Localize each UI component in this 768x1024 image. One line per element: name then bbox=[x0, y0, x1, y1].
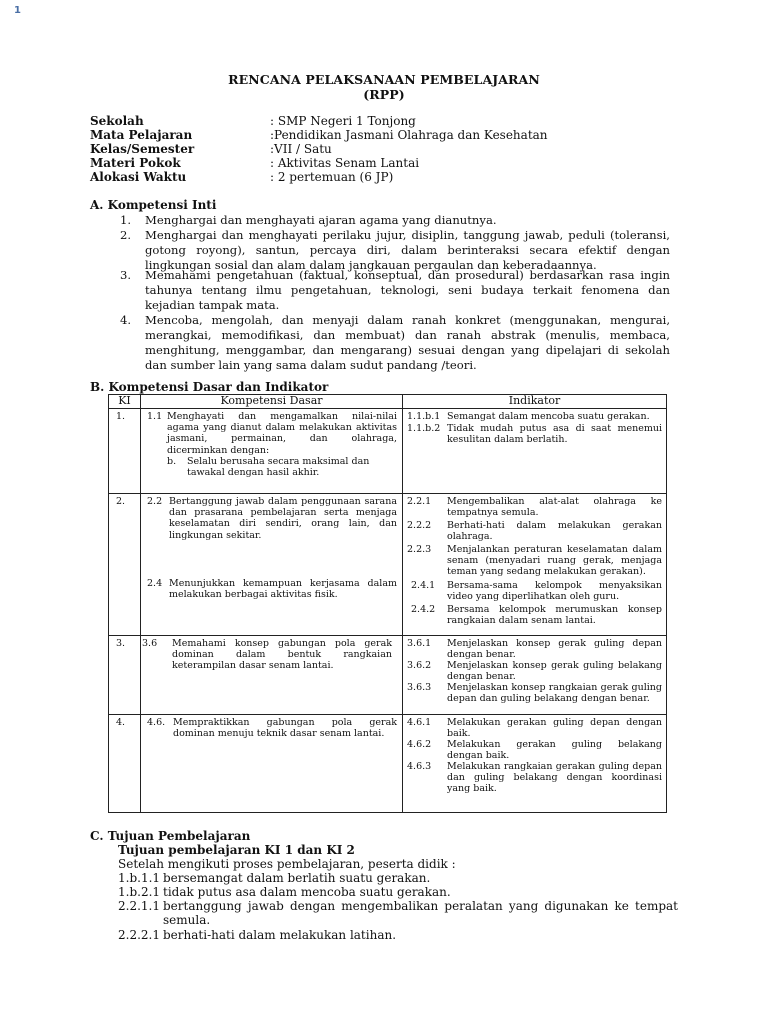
indicator-item bbox=[407, 423, 662, 445]
ki-number: 2. bbox=[120, 228, 132, 242]
indicator-number: 2.4.1 bbox=[411, 580, 436, 591]
identity-value: : 2 pertemuan (6 JP) bbox=[270, 170, 394, 184]
header-indicator: Indikator bbox=[403, 395, 667, 409]
indicator-text: Bersama kelompok merumuskan konsep rangkaian dalam senam lantai. bbox=[447, 604, 662, 627]
indicator-item bbox=[407, 544, 662, 578]
ki-number: 1. bbox=[120, 213, 132, 227]
ki-item bbox=[120, 313, 670, 373]
tp-item bbox=[118, 928, 678, 942]
table-row bbox=[109, 409, 667, 494]
indicator-item bbox=[407, 496, 662, 518]
section-b-heading: B. Kompetensi Dasar dan Indikator bbox=[90, 380, 329, 394]
indicator-number: 2.2.2 bbox=[407, 520, 432, 531]
identity-value: : Aktivitas Senam Lantai bbox=[270, 156, 420, 170]
section-c-subheading: Tujuan pembelajaran KI 1 dan KI 2 bbox=[118, 843, 355, 857]
indicator-item bbox=[407, 580, 662, 602]
indicator-number: 2.2.1 bbox=[407, 496, 432, 507]
indicator-item bbox=[407, 638, 662, 660]
kd-item bbox=[147, 496, 397, 541]
tp-item bbox=[118, 885, 678, 899]
indicator-number: 1.1.b.2 bbox=[407, 423, 441, 434]
indicator-text: Menjelaskan konsep gerak guling depan dengan benar. bbox=[447, 638, 662, 661]
document-title: RENCANA PELAKSANAAN PEMBELAJARAN bbox=[228, 72, 540, 87]
identity-label: Materi Pokok bbox=[90, 156, 181, 170]
kd-text: Memahami konsep gabungan pola gerak dominan dalam bentuk rangkaian keterampilan dasar senam lantai. bbox=[172, 638, 392, 672]
document-subtitle: (RPP) bbox=[363, 87, 405, 102]
table-row bbox=[109, 494, 667, 636]
ki-cell: 2. bbox=[116, 496, 126, 507]
tp-item bbox=[118, 871, 678, 885]
indicator-text: Berhati-hati dalam melakukan gerakan olahraga. bbox=[447, 520, 662, 543]
header-kd: Kompetensi Dasar bbox=[141, 395, 403, 409]
table-row bbox=[109, 636, 667, 715]
indicator-text: Bersama-sama kelompok menyaksikan video yang diperlihatkan oleh guru. bbox=[447, 580, 662, 603]
indicator-number: 3.6.1 bbox=[407, 638, 432, 649]
ki-number: 3. bbox=[120, 268, 132, 282]
indicator-item bbox=[407, 411, 662, 422]
indicator-item bbox=[407, 604, 662, 626]
kd-item bbox=[142, 638, 392, 672]
kd-number: 2.4 bbox=[147, 578, 163, 589]
kd-text: Menunjukkan kemampuan kerjasama dalam melakukan berbagai aktivitas fisik. bbox=[169, 578, 397, 601]
ki-item bbox=[120, 268, 670, 313]
indicator-text: Menjalankan peraturan keselamatan dalam senam (menyadari ruang gerak, menjaga teman yang sedang melakukan gerakan). bbox=[447, 544, 662, 578]
section-a-heading: A. Kompetensi Inti bbox=[90, 198, 217, 212]
ki-text: Menghargai dan menghayati perilaku jujur, disiplin, tanggung jawab, peduli (toleransi, gotong royong), santun, percaya diri, dalam berinteraksi secara efektif dengan lingkungan sosial dan alam dalam jangkauan pergaulan dan keberadaannya. bbox=[145, 228, 670, 272]
table-header-row bbox=[109, 395, 667, 409]
tp-text: tidak putus asa dalam mencoba suatu gerakan. bbox=[163, 885, 451, 899]
tp-text: bertanggung jawab dengan mengembalikan peralatan yang digunakan ke tempat semula. bbox=[163, 899, 678, 927]
indicator-text: Mengembalikan alat-alat olahraga ke tempatnya semula. bbox=[447, 496, 662, 519]
ki-cell: 3. bbox=[116, 638, 126, 649]
identity-value: : SMP Negeri 1 Tonjong bbox=[270, 114, 416, 128]
table-row bbox=[109, 715, 667, 813]
indicator-text: Melakukan gerakan guling belakang dengan baik. bbox=[447, 739, 662, 762]
indicator-number: 4.6.3 bbox=[407, 761, 432, 772]
ki-text: Menghargai dan menghayati ajaran agama yang dianutnya. bbox=[145, 213, 497, 227]
kd-number: 3.6 bbox=[142, 638, 158, 649]
ki-item bbox=[120, 213, 670, 228]
ki-cell: 4. bbox=[116, 717, 126, 728]
indicator-item bbox=[407, 682, 662, 704]
kd-subitem bbox=[167, 456, 387, 478]
kd-text: Mempraktikkan gabungan pola gerak dominan menuju teknik dasar senam lantai. bbox=[173, 717, 397, 740]
indicator-number: 4.6.2 bbox=[407, 739, 432, 750]
indicator-item bbox=[407, 717, 662, 739]
identity-label: Kelas/Semester bbox=[90, 142, 195, 156]
indicator-text: Menjelaskan konsep gerak guling belakang dengan benar. bbox=[447, 660, 662, 683]
identity-label: Sekolah bbox=[90, 114, 144, 128]
indicator-number: 2.2.3 bbox=[407, 544, 432, 555]
indicator-item bbox=[407, 660, 662, 682]
indicator-text: Menjelaskan konsep rangkaian gerak guling depan dan guling belakang dengan benar. bbox=[447, 682, 662, 705]
page-number: 1 bbox=[14, 5, 21, 16]
ki-number: 4. bbox=[120, 313, 132, 327]
tp-number: 2.2.1.1 bbox=[118, 899, 160, 913]
indicator-item bbox=[407, 739, 662, 761]
indicator-number: 2.4.2 bbox=[411, 604, 436, 615]
kd-item bbox=[147, 578, 397, 600]
identity-value: :Pendidikan Jasmani Olahraga dan Kesehatan bbox=[270, 128, 548, 142]
kd-item bbox=[147, 717, 397, 739]
header-ki: KI bbox=[109, 395, 141, 409]
tp-number: 2.2.2.1 bbox=[118, 928, 160, 942]
tp-number: 1.b.1.1 bbox=[118, 871, 161, 885]
identity-value: :VII / Satu bbox=[270, 142, 332, 156]
indicator-text: Melakukan gerakan guling depan dengan baik. bbox=[447, 717, 662, 740]
indicator-text: Melakukan rangkaian gerakan guling depan dan guling belakang dengan koordinasi yang baik. bbox=[447, 761, 662, 795]
indicator-number: 3.6.2 bbox=[407, 660, 432, 671]
tp-text: bersemangat dalam berlatih suatu gerakan. bbox=[163, 871, 431, 885]
kd-subitem-letter: b. bbox=[167, 456, 177, 467]
kd-number: 4.6. bbox=[147, 717, 166, 728]
indicator-text: Tidak mudah putus asa di saat menemui kesulitan dalam berlatih. bbox=[447, 423, 662, 446]
kd-text: Bertanggung jawab dalam penggunaan sarana dan prasarana pembelajaran serta menjaga keselamatan diri sendiri, orang lain, dan lingkungan sekitar. bbox=[169, 496, 397, 541]
kd-number: 2.2 bbox=[147, 496, 163, 507]
tp-text: berhati-hati dalam melakukan latihan. bbox=[163, 928, 397, 942]
indicator-number: 4.6.1 bbox=[407, 717, 432, 728]
tp-item bbox=[118, 899, 678, 927]
identity-label: Alokasi Waktu bbox=[90, 170, 187, 184]
kd-number: 1.1 bbox=[147, 411, 163, 422]
indicator-number: 1.1.b.1 bbox=[407, 411, 441, 422]
indicator-item bbox=[407, 520, 662, 542]
tp-number: 1.b.2.1 bbox=[118, 885, 161, 899]
section-c-intro: Setelah mengikuti proses pembelajaran, peserta didik : bbox=[118, 857, 456, 871]
kd-text: Menghayati dan mengamalkan nilai-nilai agama yang dianut dalam melakukan aktivitas jasmani, permainan, dan olahraga, dicerminkan dengan: bbox=[167, 411, 397, 456]
ki-item bbox=[120, 228, 670, 273]
indicator-number: 3.6.3 bbox=[407, 682, 432, 693]
kd-indicator-table bbox=[108, 394, 667, 813]
kd-subitem-text: Selalu berusaha secara maksimal dan tawakal dengan hasil akhir. bbox=[187, 456, 370, 479]
indicator-text: Semangat dalam mencoba suatu gerakan. bbox=[447, 411, 650, 422]
ki-cell: 1. bbox=[116, 411, 126, 422]
identity-label: Mata Pelajaran bbox=[90, 128, 193, 142]
indicator-item bbox=[407, 761, 662, 795]
section-c-heading: C. Tujuan Pembelajaran bbox=[90, 829, 251, 843]
kd-item bbox=[147, 411, 397, 456]
ki-text: Mencoba, mengolah, dan menyaji dalam ranah konkret (menggunakan, mengurai, merangkai, memodifikasi, dan membuat) dan ranah abstrak (menulis, membaca, menghitung, menggambar, dan mengarang) sesuai dengan yang dipelajari di sekolah dan sumber lain yang sama dalam sudut pandang /teori. bbox=[145, 313, 670, 372]
ki-text: Memahami pengetahuan (faktual, konseptual, dan prosedural) berdasarkan rasa ingin tahunya tentang ilmu pengetahuan, teknologi, seni budaya terkait fenomena dan kejadian tampak mata. bbox=[145, 268, 670, 312]
